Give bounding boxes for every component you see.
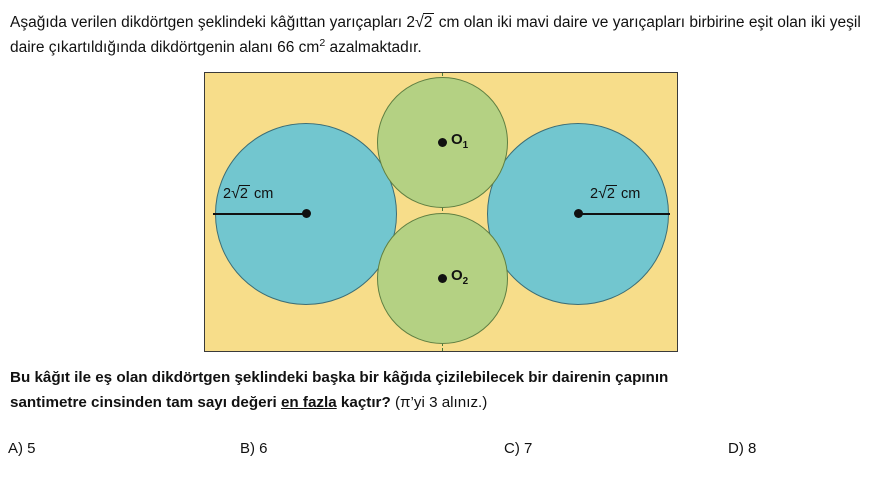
- radius-left-radicand: 2: [239, 186, 248, 203]
- radius-left-radical: [223, 185, 250, 202]
- option-d[interactable]: [728, 440, 756, 457]
- radical-expression-2root2: [406, 10, 434, 35]
- stem-text-part3: birbirine eşit olan iki yeşil daire çıkartıldığında dikdörtgenin alanı 66 cm: [10, 14, 861, 57]
- option-b[interactable]: [240, 440, 268, 457]
- question-line2-pre: santimetre cinsinden tam sayı değeri: [10, 393, 277, 411]
- option-c-key: C): [504, 440, 520, 457]
- radius-left-sign-icon: √: [231, 185, 240, 203]
- option-a[interactable]: [8, 440, 36, 457]
- question-line-2: [10, 391, 878, 416]
- option-b-value: 6: [259, 440, 268, 457]
- center-label-o1-text: O: [451, 131, 463, 149]
- center-label-o2-text: O: [451, 267, 463, 285]
- radius-left-coef: 2: [223, 186, 232, 203]
- option-a-value: 5: [27, 440, 36, 457]
- question-note: (π’yi 3 alınız.): [394, 393, 488, 411]
- radius-line-left: [213, 213, 306, 215]
- center-label-o2: [451, 267, 469, 288]
- figure-area: [8, 72, 877, 360]
- rectangle-paper: [204, 72, 678, 352]
- question-line2-post: kaçtır?: [340, 393, 391, 411]
- radius-label-left: [223, 185, 273, 202]
- radius-line-right: [578, 213, 670, 215]
- stem-text-part4: azalmaktadır.: [329, 39, 422, 57]
- option-c-value: 7: [524, 440, 533, 457]
- question-emphasis: en fazla: [280, 393, 337, 411]
- radius-right-coef: 2: [590, 186, 599, 203]
- radius-right-radicand: 2: [606, 186, 615, 203]
- center-label-o1: [451, 131, 469, 152]
- radius-right-radical: [590, 185, 617, 202]
- option-d-key: D): [728, 440, 744, 457]
- radical-coefficient: 2: [406, 14, 415, 31]
- radius-left-unit: cm: [253, 186, 274, 203]
- option-c[interactable]: [504, 440, 532, 457]
- stem-text-part2: cm olan iki mavi daire ve yarıçapları: [438, 14, 686, 31]
- option-b-key: B): [240, 440, 255, 457]
- center-label-o1-sub: 1: [462, 140, 469, 152]
- option-a-key: A): [8, 440, 23, 457]
- question-prompt: [10, 366, 878, 415]
- question-line-1: Bu kâğıt ile eş olan dikdörtgen şeklindeki başka bir kâğıda çizilebilecek bir dairenin çapının: [10, 369, 669, 386]
- center-label-o2-sub: 2: [462, 276, 469, 288]
- radical-radicand: 2: [423, 14, 433, 31]
- option-d-value: 8: [748, 440, 757, 457]
- radius-right-unit: cm: [620, 186, 641, 203]
- radius-right-sign-icon: √: [598, 185, 607, 203]
- stem-exponent: 2: [319, 36, 326, 49]
- stem-text-part1: Aşağıda verilen dikdörtgen şeklindeki kâğıttan yarıçapları: [10, 14, 403, 31]
- question-stem: [10, 10, 873, 60]
- radical-sign-icon: √: [414, 14, 424, 31]
- radius-label-right: [590, 185, 640, 202]
